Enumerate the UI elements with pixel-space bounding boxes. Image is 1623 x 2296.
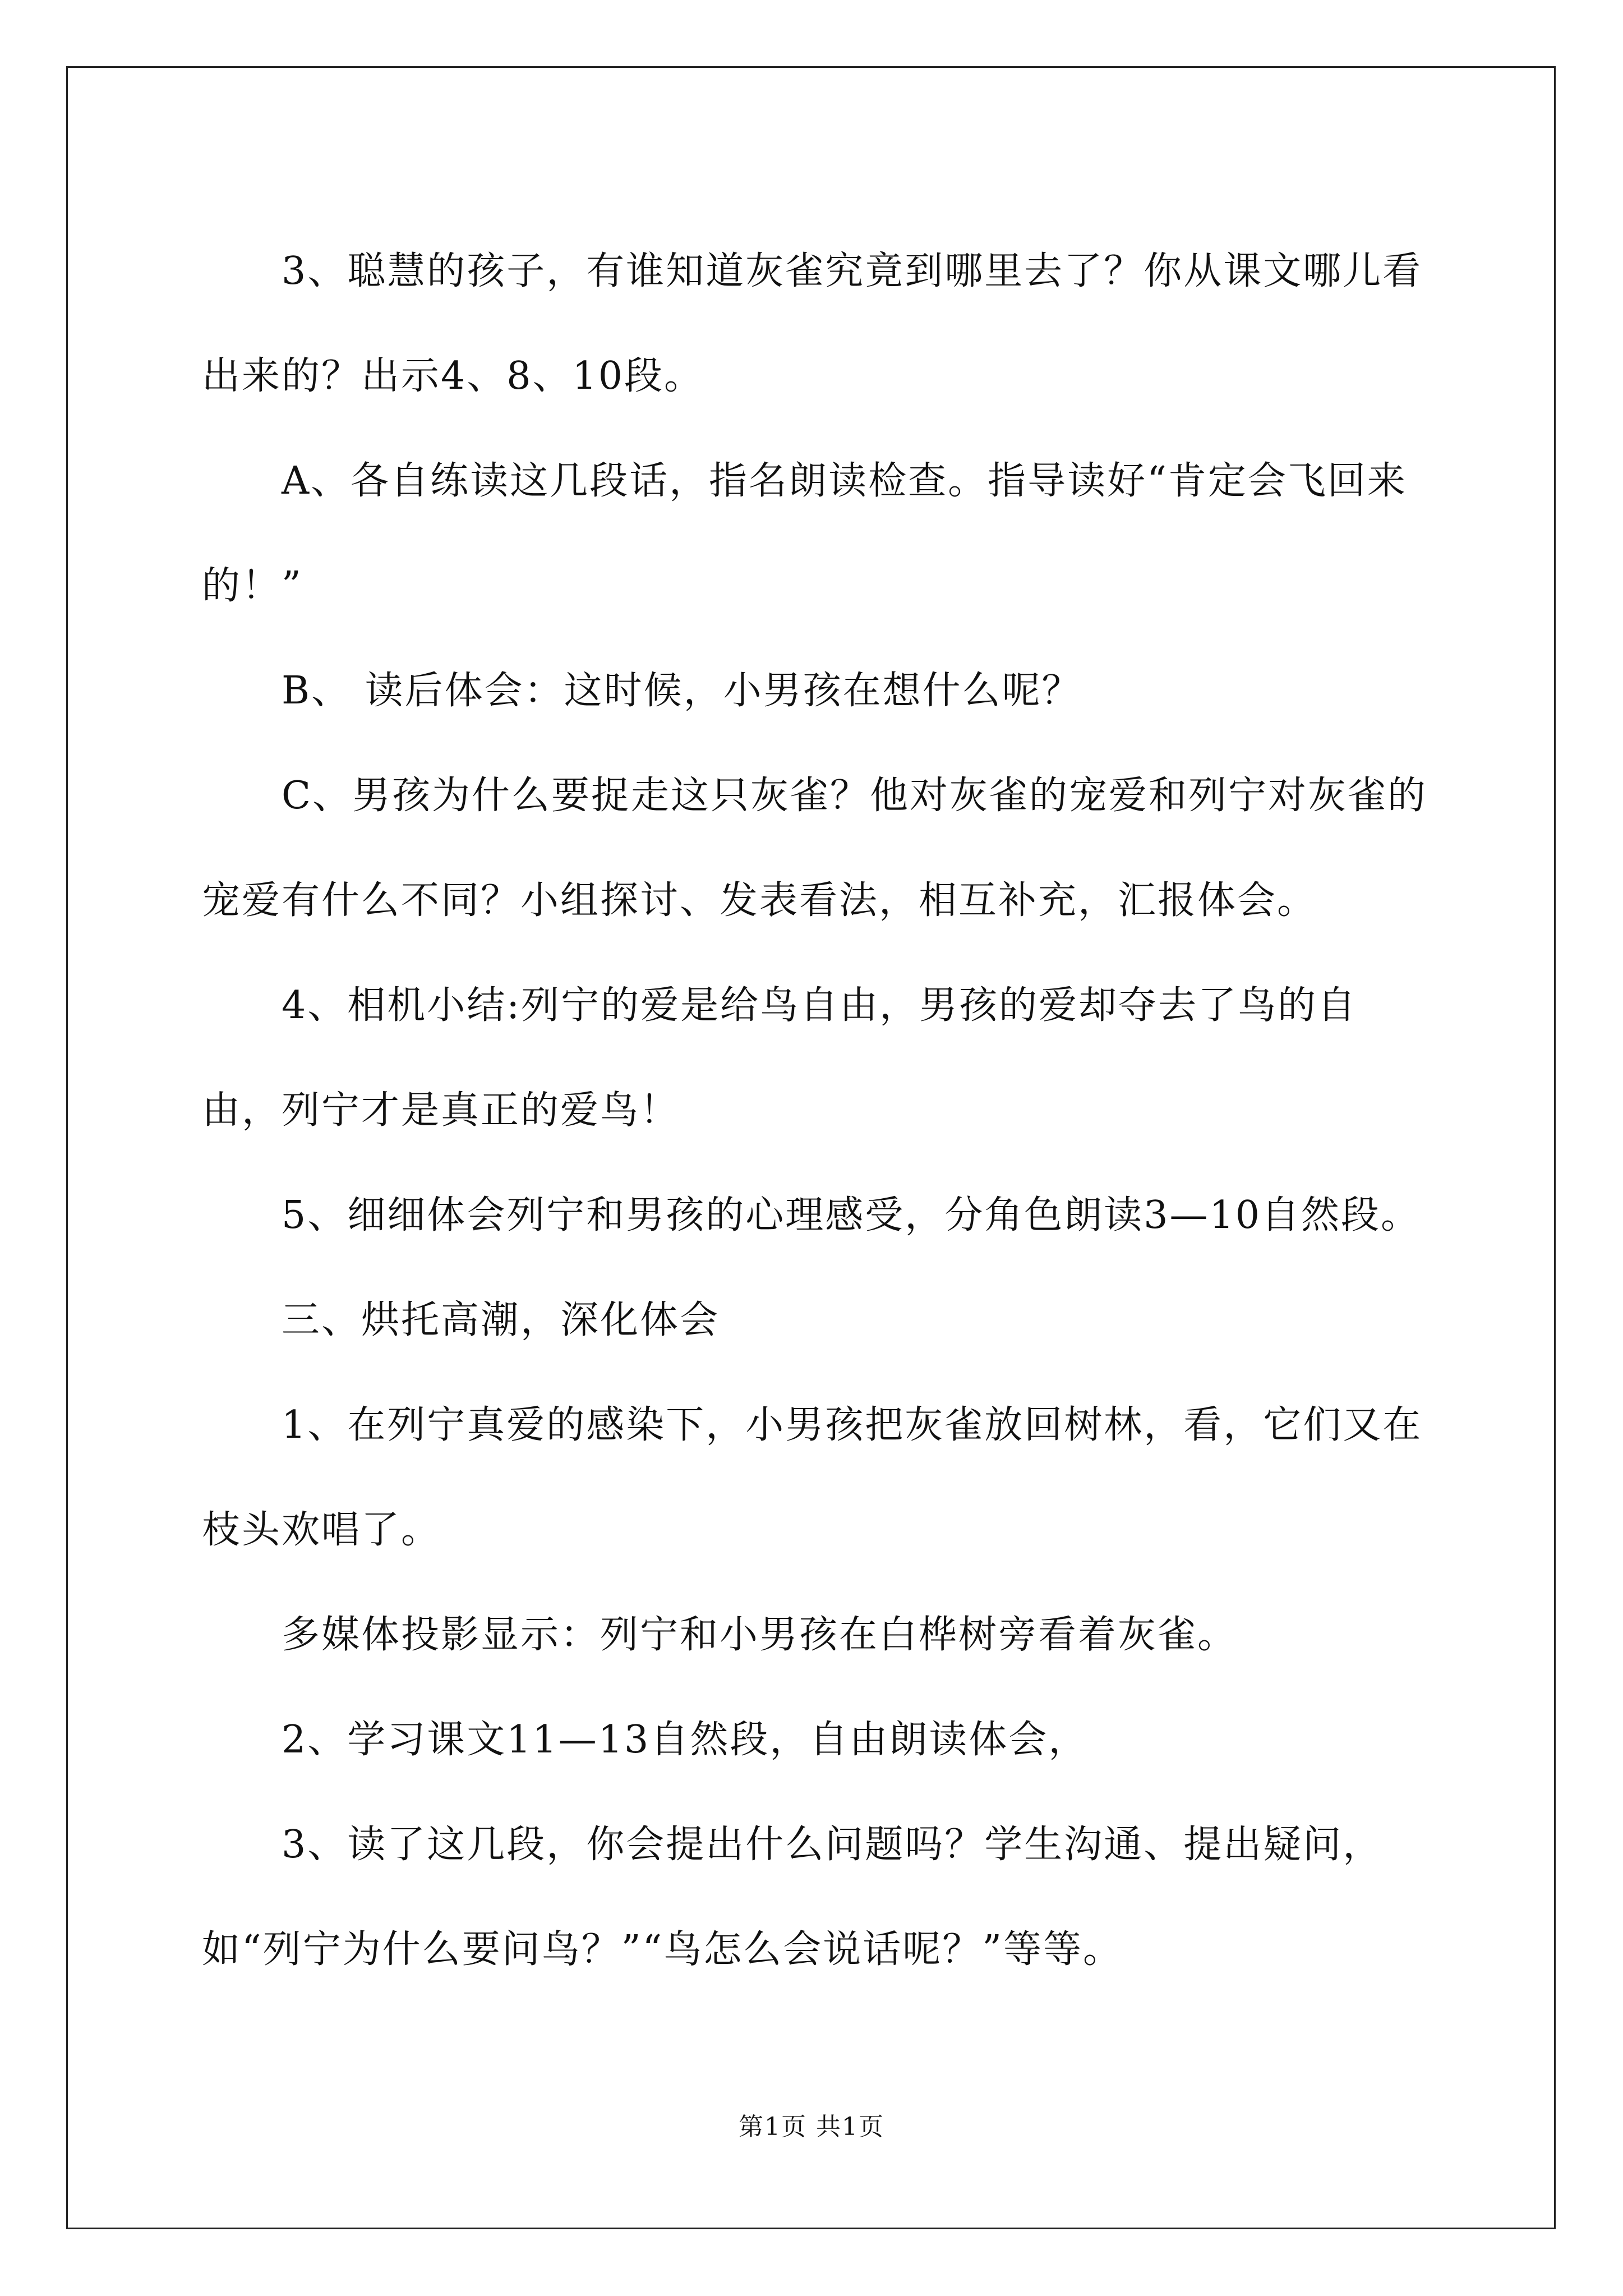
paragraph: A、各自练读这几段话，指名朗读检查。指导读好“肯定会飞回来的！” <box>202 459 1407 608</box>
paragraph: 3、读了这几段，你会提出什么问题吗？学生沟通、提出疑问，如“列宁为什么要问鸟？”“鸟怎么会说话呢？”等等。 <box>202 1823 1383 1972</box>
document-body <box>202 219 1436 2002</box>
paragraph: 1、在列宁真爱的感染下，小男孩把灰雀放回树林，看，它们又在枝头欢唱了。 <box>202 1403 1423 1552</box>
paragraph: C、男孩为什么要捉走这只灰雀？他对灰雀的宠爱和列宁对灰雀的宠爱有什么不同？小组探讨、发表看法，相互补充，汇报体会。 <box>202 774 1428 923</box>
section-heading: 三、烘托高潮，深化体会 <box>282 1298 720 1342</box>
paragraph: 3、聪慧的孩子，有谁知道灰雀究竟到哪里去了？你从课文哪儿看出来的？出示4、8、10段。 <box>202 249 1423 398</box>
paragraph: 2、学习课文11—13自然段，自由朗读体会， <box>282 1718 1089 1762</box>
paragraph: 多媒体投影显示：列宁和小男孩在白桦树旁看着灰雀。 <box>282 1613 1238 1657</box>
paragraph: 5、细细体会列宁和男孩的心理感受，分角色朗读3—10自然段。 <box>282 1193 1421 1237</box>
page-number: 第1页 共1页 <box>739 2113 884 2141</box>
paragraph: B、 读后体会：这时候，小男孩在想什么呢？ <box>282 669 1082 713</box>
paragraph: 4、相机小结:列宁的爱是给鸟自由，男孩的爱却夺去了鸟的自由，列宁才是真正的爱鸟！ <box>202 983 1358 1133</box>
